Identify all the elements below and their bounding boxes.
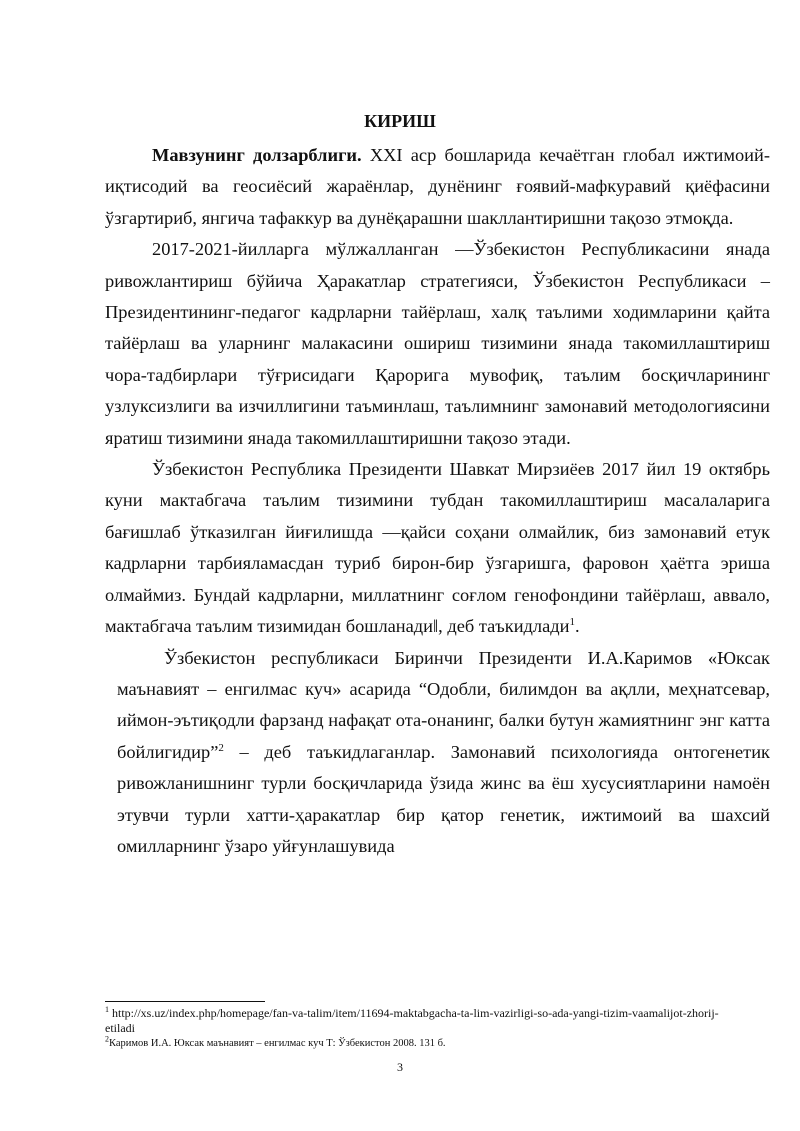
footnote-link[interactable]: http://xs.uz/index.php/homepage/fan-va-talim/item/11694-maktabgacha-ta-lim-vazirligi-so-ada-yangi-tizim-vaamalijot-zhorij-etiladi <box>105 1006 719 1035</box>
paragraph-relevance <box>105 140 770 234</box>
paragraph-tail: – деб таъкидлаганлар. Замонавий психологияда онтогенетик ривожланишнинг турли босқичларида ўзида жинс ва ёш хусусиятларини намоён этувчи турли хатти-ҳаракатлар бир қатор генетик, ижтимоий ва шахсий омилларнинг ўзаро уйғунлашувида <box>117 741 770 856</box>
footnote-text: Каримов И.А. Юксак маънавият – енгилмас куч Т: Ўзбекистон 2008. 131 б. <box>109 1038 446 1049</box>
footnote-2 <box>105 1036 745 1051</box>
footnote-ref-2[interactable]: 2 <box>218 741 224 754</box>
paragraph-text: Ўзбекистон Республика Президенти Шавкат Мирзиёев 2017 йил 19 октябрь куни мактабгача таълим тизимини тубдан такомиллаштириш масалаларига бағишлаб ўтказилган йиғилишда ―қайси соҳани олмайлик, биз замонавий етук кадрларни тарбияламасдан туриб бирон-бир ўзгаришга, фаровон ҳаётга эриша олмаймиз. Бундай кадрларни, миллатнинг соғлом генофондини тайёрлаш, аввало, мактабгача таълим тизимидан бошланади‖, деб таъкидлади <box>105 459 770 637</box>
page-number: 3 <box>397 1060 403 1074</box>
paragraph-tail: . <box>574 616 580 637</box>
section-heading: КИРИШ <box>364 111 436 131</box>
paragraph-text: Ўзбекистон республикаси Биринчи Президенти И.А.Каримов «Юксак маънавият – енгилмас куч» асарида “Одобли, билимдон ва ақлли, меҳнатсевар, иймон-эътиқодли фарзанд нафақат ота-онанинг, балки бутун жамиятнинг энг катта бойлигидир” <box>117 647 770 762</box>
paragraph-president-quote <box>105 454 770 642</box>
footnote-divider <box>105 1001 265 1002</box>
footnote-mark: 1 <box>105 1005 109 1014</box>
body-text <box>105 140 770 862</box>
paragraph-strategy: 2017-2021-йилларга мўлжалланган ―Ўзбекистон Республикасини янада ривожлантириш бўйича Ҳаракатлар стратегияси, Ўзбекистон Республикаси – Президентининг-педагог кадрларни тайёрлаш, халқ таълими ходимларини қайта тайёрлаш ва уларнинг малакасини ошириш тизимини янада такомиллаштириш чора-тадбирлари тўғрисидаги Қарорига мувофиқ, таълим босқичларининг узлуксизлиги ва изчиллигини таъминлаш, таълимнинг замонавий методологиясини яратиш тизимини янада такомиллаштиришни тақозо этади. <box>105 239 770 448</box>
footnotes <box>105 1006 745 1051</box>
paragraph-karimov-quote <box>117 643 770 863</box>
paragraph-text: XXI аср бошларида кечаётган глобал ижтимоий-иқтисодий ва геосиёсий жараёнлар, дунёнинг ғоявий-мафкуравий қиёфасини ўзгартириб, янгича тафаккур ва дунёқарашни шакллантиришни тақозо этмоқда. <box>105 145 770 228</box>
footnote-ref-1[interactable]: 1 <box>569 615 575 628</box>
footnote-1 <box>105 1006 745 1036</box>
paragraph-lead: Мавзунинг долзарблиги. <box>152 145 362 165</box>
footnote-mark: 2 <box>105 1034 109 1044</box>
